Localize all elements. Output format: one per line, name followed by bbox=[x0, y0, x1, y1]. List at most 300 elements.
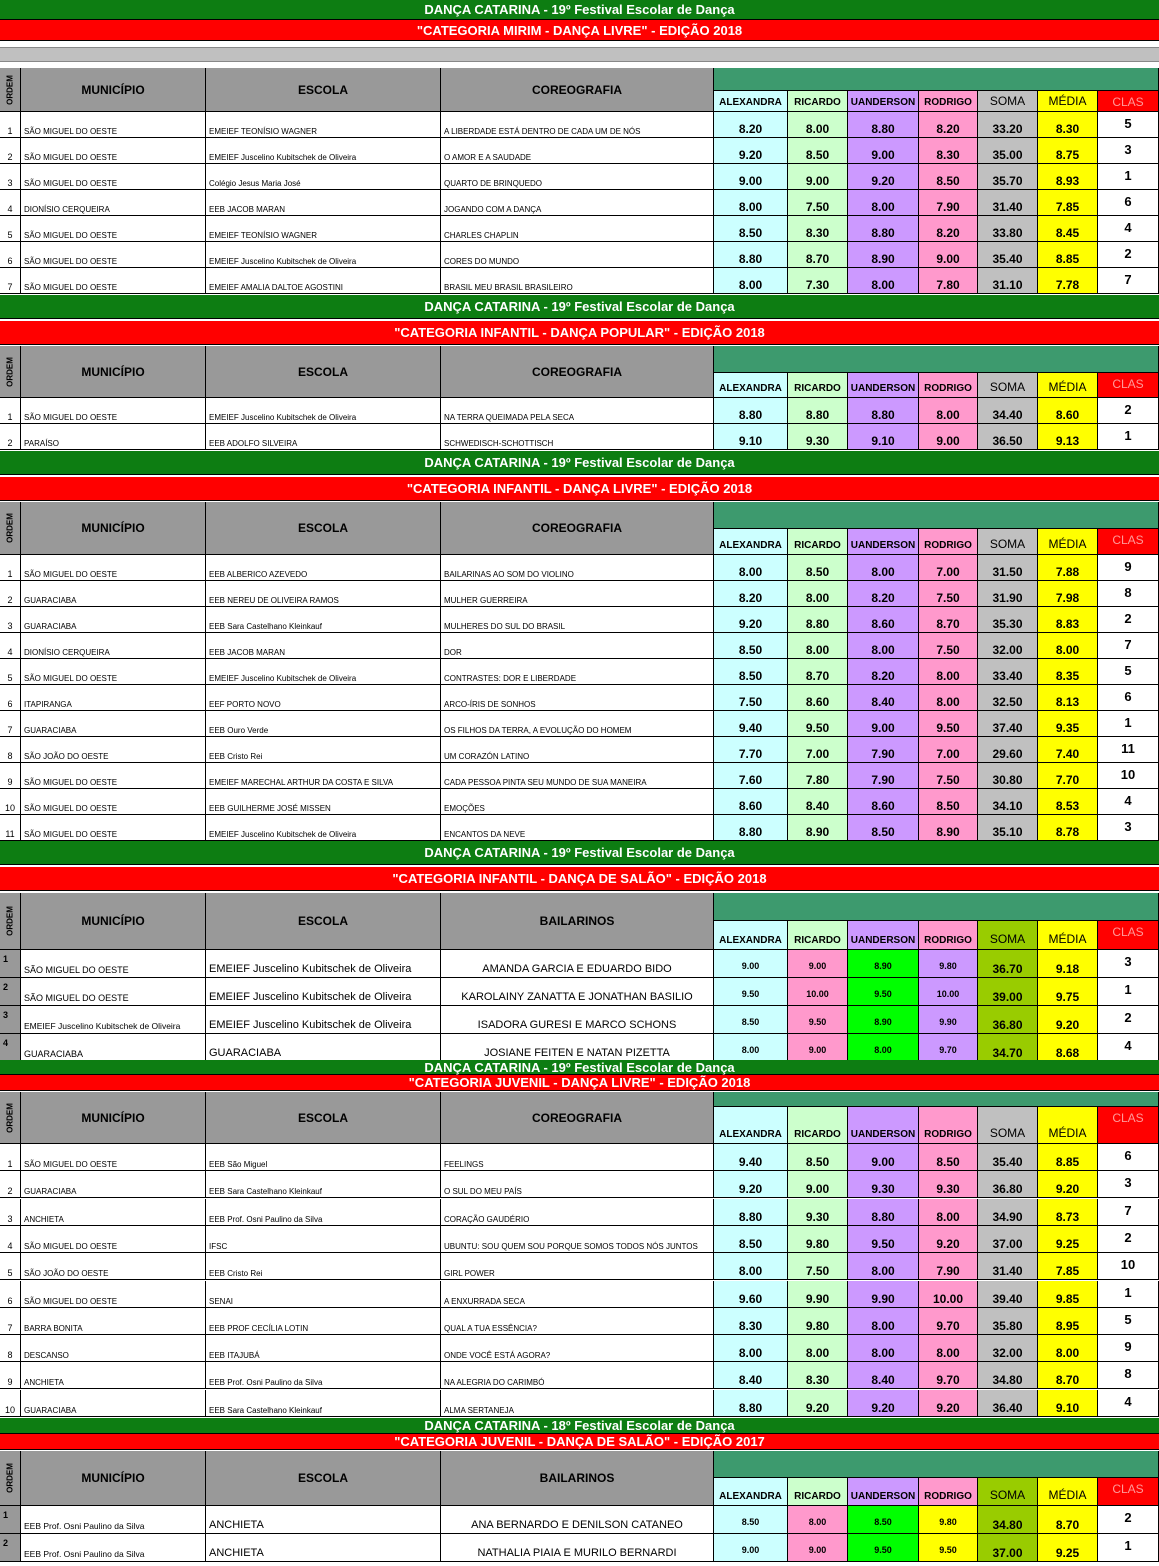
escola-cell: EMEIEF MARECHAL ARTHUR DA COSTA E SILVA bbox=[206, 763, 441, 789]
escola-cell: EMEIEF TEONÍSIO WAGNER bbox=[206, 216, 441, 242]
soma-value: 35.40 bbox=[978, 242, 1038, 268]
soma-value: 36.50 bbox=[978, 424, 1038, 450]
ricardo-header: RICARDO bbox=[788, 921, 848, 950]
escola-cell: ANCHIETA bbox=[206, 1534, 441, 1562]
rodrigo-score: 9.50 bbox=[919, 1534, 978, 1562]
ricardo-score: 7.50 bbox=[788, 190, 848, 216]
municipio-cell: SÃO MIGUEL DO OESTE bbox=[21, 398, 206, 424]
alexandra-score: 8.20 bbox=[714, 112, 788, 138]
alexandra-score: 9.10 bbox=[714, 424, 788, 450]
rodrigo-score: 9.80 bbox=[919, 950, 978, 978]
coreografia-cell: ONDE VOCÊ ESTÁ AGORA? bbox=[441, 1335, 714, 1362]
alexandra-score: 8.50 bbox=[714, 216, 788, 242]
uanderson-score: 8.50 bbox=[848, 1506, 919, 1534]
alexandra-score: 8.80 bbox=[714, 398, 788, 424]
coreografia-cell: GIRL POWER bbox=[441, 1253, 714, 1280]
media-value: 9.20 bbox=[1038, 1006, 1098, 1034]
coreografia-cell: ARCO-ÍRIS DE SONHOS bbox=[441, 685, 714, 711]
clas-value: 6 bbox=[1098, 685, 1159, 711]
uanderson-header: UANDERSON bbox=[848, 373, 919, 398]
rodrigo-header: RODRIGO bbox=[919, 529, 978, 555]
coreografia-cell: QUARTO DE BRINQUEDO bbox=[441, 164, 714, 190]
coreografia-cell: ALMA SERTANEJA bbox=[441, 1390, 714, 1417]
rodrigo-score: 8.00 bbox=[919, 659, 978, 685]
coreografia-cell: CADA PESSOA PINTA SEU MUNDO DE SUA MANEIRA bbox=[441, 763, 714, 789]
rodrigo-score: 8.20 bbox=[919, 112, 978, 138]
alexandra-score: 9.50 bbox=[714, 978, 788, 1006]
alexandra-score: 7.50 bbox=[714, 685, 788, 711]
clas-value: 2 bbox=[1098, 1006, 1159, 1034]
row-number: 5 bbox=[0, 659, 21, 685]
soma-header: SOMA bbox=[978, 921, 1038, 950]
uanderson-score: 9.00 bbox=[848, 138, 919, 164]
media-value: 8.75 bbox=[1038, 138, 1098, 164]
clas-value: 1 bbox=[1098, 978, 1159, 1006]
clas-value: 2 bbox=[1098, 1226, 1159, 1253]
ricardo-score: 8.80 bbox=[788, 607, 848, 633]
municipio-cell: EEB Prof. Osni Paulino da Silva bbox=[21, 1534, 206, 1562]
soma-value: 33.80 bbox=[978, 216, 1038, 242]
escola-cell: EEB Cristo Rei bbox=[206, 1253, 441, 1280]
soma-value: 34.80 bbox=[978, 1506, 1038, 1534]
clas-value: 6 bbox=[1098, 1144, 1159, 1171]
clas-value: 4 bbox=[1098, 1390, 1159, 1417]
soma-value: 34.40 bbox=[978, 398, 1038, 424]
uanderson-score: 8.90 bbox=[848, 1006, 919, 1034]
municipio-cell: SÃO MIGUEL DO OESTE bbox=[21, 763, 206, 789]
ricardo-score: 8.70 bbox=[788, 659, 848, 685]
uanderson-score: 9.10 bbox=[848, 424, 919, 450]
row-number: 2 bbox=[0, 1534, 21, 1562]
clas-value: 5 bbox=[1098, 1308, 1159, 1335]
ricardo-header: RICARDO bbox=[788, 1107, 848, 1144]
media-value: 9.10 bbox=[1038, 1390, 1098, 1417]
media-header: MÉDIA bbox=[1038, 529, 1098, 555]
alexandra-score: 8.00 bbox=[714, 268, 788, 294]
municipio-cell: SÃO JOÃO DO OESTE bbox=[21, 737, 206, 763]
row-number: 8 bbox=[0, 737, 21, 763]
alexandra-header: ALEXANDRA bbox=[714, 529, 788, 555]
row-number: 6 bbox=[0, 242, 21, 268]
media-header: MÉDIA bbox=[1038, 1107, 1098, 1144]
municipio-header: MUNICÍPIO bbox=[21, 1451, 206, 1506]
ordem-label: ORDEM bbox=[5, 513, 15, 543]
municipio-cell: SÃO MIGUEL DO OESTE bbox=[21, 978, 206, 1006]
rodrigo-score: 8.50 bbox=[919, 789, 978, 815]
uanderson-score: 7.90 bbox=[848, 737, 919, 763]
escola-cell: EEB ADOLFO SILVEIRA bbox=[206, 424, 441, 450]
coreografia-cell: MULHER GUERREIRA bbox=[441, 581, 714, 607]
row-number: 5 bbox=[0, 1253, 21, 1280]
ricardo-score: 9.20 bbox=[788, 1390, 848, 1417]
clas-value: 4 bbox=[1098, 1034, 1159, 1062]
soma-header: SOMA bbox=[978, 1107, 1038, 1144]
escola-cell: EEB Cristo Rei bbox=[206, 737, 441, 763]
rodrigo-score: 8.20 bbox=[919, 216, 978, 242]
municipio-cell: SÃO MIGUEL DO OESTE bbox=[21, 1144, 206, 1171]
coreografia-cell: CONTRASTES: DOR E LIBERDADE bbox=[441, 659, 714, 685]
clas-value: 2 bbox=[1098, 242, 1159, 268]
escola-cell: EMEIEF Juscelino Kubitschek de Oliveira bbox=[206, 815, 441, 841]
category-banner: "CATEGORIA INFANTIL - DANÇA DE SALÃO" - EDIÇÃO 2018 bbox=[0, 867, 1159, 891]
municipio-cell: GUARACIABA bbox=[21, 1390, 206, 1417]
uanderson-score: 8.60 bbox=[848, 607, 919, 633]
row-number: 1 bbox=[0, 555, 21, 581]
media-value: 8.00 bbox=[1038, 633, 1098, 659]
uanderson-score: 9.00 bbox=[848, 711, 919, 737]
municipio-cell: GUARACIABA bbox=[21, 581, 206, 607]
coreografia-cell: A ENXURRADA SECA bbox=[441, 1281, 714, 1308]
festival-banner: DANÇA CATARINA - 19º Festival Escolar de Dança bbox=[0, 1060, 1159, 1075]
clas-header: CLAS bbox=[1098, 91, 1159, 112]
row-number: 3 bbox=[0, 164, 21, 190]
escola-cell: EMEIEF Juscelino Kubitschek de Oliveira bbox=[206, 1006, 441, 1034]
alexandra-score: 9.40 bbox=[714, 711, 788, 737]
media-value: 8.73 bbox=[1038, 1199, 1098, 1226]
rodrigo-header: RODRIGO bbox=[919, 921, 978, 950]
ricardo-header: RICARDO bbox=[788, 91, 848, 112]
escola-cell: EEB Sara Castelhano Kleinkauf bbox=[206, 1390, 441, 1417]
row-number: 1 bbox=[0, 1144, 21, 1171]
escola-cell: EMEIEF AMALIA DALTOE AGOSTINI bbox=[206, 268, 441, 294]
clas-value: 1 bbox=[1098, 711, 1159, 737]
escola-cell: EMEIEF TEONÍSIO WAGNER bbox=[206, 112, 441, 138]
escola-cell: EEB ITAJUBÁ bbox=[206, 1335, 441, 1362]
ricardo-score: 8.50 bbox=[788, 1144, 848, 1171]
rodrigo-score: 8.00 bbox=[919, 1335, 978, 1362]
soma-value: 31.90 bbox=[978, 581, 1038, 607]
rodrigo-score: 8.70 bbox=[919, 607, 978, 633]
judges-header-band bbox=[714, 893, 1159, 921]
uanderson-score: 8.20 bbox=[848, 581, 919, 607]
ricardo-score: 9.00 bbox=[788, 1034, 848, 1062]
media-value: 8.53 bbox=[1038, 789, 1098, 815]
media-header: MÉDIA bbox=[1038, 921, 1098, 950]
media-value: 7.85 bbox=[1038, 1253, 1098, 1280]
escola-cell: EEF PORTO NOVO bbox=[206, 685, 441, 711]
coreografia-cell: CORES DO MUNDO bbox=[441, 242, 714, 268]
escola-cell: IFSC bbox=[206, 1226, 441, 1253]
soma-value: 34.80 bbox=[978, 1362, 1038, 1389]
ricardo-score: 8.60 bbox=[788, 685, 848, 711]
escola-cell: SENAI bbox=[206, 1281, 441, 1308]
media-value: 9.85 bbox=[1038, 1281, 1098, 1308]
category-banner: "CATEGORIA JUVENIL - DANÇA DE SALÃO" - EDIÇÃO 2017 bbox=[0, 1434, 1159, 1450]
escola-cell: GUARACIABA bbox=[206, 1034, 441, 1062]
clas-header: CLAS bbox=[1098, 529, 1159, 555]
uanderson-header: UANDERSON bbox=[848, 529, 919, 555]
col3-header: COREOGRAFIA bbox=[441, 502, 714, 555]
alexandra-header: ALEXANDRA bbox=[714, 921, 788, 950]
municipio-header: MUNICÍPIO bbox=[21, 893, 206, 950]
ricardo-header: RICARDO bbox=[788, 373, 848, 398]
media-header: MÉDIA bbox=[1038, 91, 1098, 112]
escola-header: ESCOLA bbox=[206, 502, 441, 555]
clas-value: 7 bbox=[1098, 268, 1159, 294]
row-number: 10 bbox=[0, 789, 21, 815]
escola-cell: EEB JACOB MARAN bbox=[206, 190, 441, 216]
ordem-label: ORDEM bbox=[5, 906, 15, 936]
alexandra-score: 8.80 bbox=[714, 1199, 788, 1226]
escola-header: ESCOLA bbox=[206, 893, 441, 950]
soma-value: 35.80 bbox=[978, 1308, 1038, 1335]
rodrigo-score: 9.70 bbox=[919, 1034, 978, 1062]
ricardo-score: 8.00 bbox=[788, 1506, 848, 1534]
row-number: 2 bbox=[0, 1171, 21, 1198]
row-number: 4 bbox=[0, 1226, 21, 1253]
ordem-header bbox=[0, 68, 21, 112]
clas-value: 2 bbox=[1098, 1506, 1159, 1534]
uanderson-score: 8.90 bbox=[848, 950, 919, 978]
alexandra-score: 8.50 bbox=[714, 633, 788, 659]
municipio-cell: SÃO MIGUEL DO OESTE bbox=[21, 268, 206, 294]
escola-header: ESCOLA bbox=[206, 346, 441, 398]
coreografia-cell: NA ALEGRIA DO CARIMBÓ bbox=[441, 1362, 714, 1389]
soma-value: 37.00 bbox=[978, 1534, 1038, 1562]
ricardo-score: 8.50 bbox=[788, 555, 848, 581]
media-header: MÉDIA bbox=[1038, 1478, 1098, 1506]
municipio-cell: SÃO MIGUEL DO OESTE bbox=[21, 555, 206, 581]
clas-value: 2 bbox=[1098, 607, 1159, 633]
alexandra-score: 8.50 bbox=[714, 659, 788, 685]
soma-header: SOMA bbox=[978, 529, 1038, 555]
clas-value: 1 bbox=[1098, 424, 1159, 450]
rodrigo-score: 9.20 bbox=[919, 1390, 978, 1417]
festival-banner: DANÇA CATARINA - 18º Festival Escolar de Dança bbox=[0, 1418, 1159, 1434]
alexandra-score: 8.00 bbox=[714, 1253, 788, 1280]
soma-value: 39.40 bbox=[978, 1281, 1038, 1308]
ordem-header bbox=[0, 502, 21, 555]
soma-value: 36.70 bbox=[978, 950, 1038, 978]
bailarinos-cell: NATHALIA PIAIA E MURILO BERNARDI bbox=[441, 1534, 714, 1562]
soma-value: 31.50 bbox=[978, 555, 1038, 581]
coreografia-cell: OS FILHOS DA TERRA, A EVOLUÇÃO DO HOMEM bbox=[441, 711, 714, 737]
media-value: 8.85 bbox=[1038, 242, 1098, 268]
escola-cell: EEB Prof. Osni Paulino da Silva bbox=[206, 1199, 441, 1226]
municipio-cell: DIONÍSIO CERQUEIRA bbox=[21, 190, 206, 216]
soma-value: 35.00 bbox=[978, 138, 1038, 164]
rodrigo-score: 7.00 bbox=[919, 737, 978, 763]
rodrigo-score: 9.90 bbox=[919, 1006, 978, 1034]
coreografia-cell: MULHERES DO SUL DO BRASIL bbox=[441, 607, 714, 633]
ricardo-score: 9.30 bbox=[788, 424, 848, 450]
row-number: 2 bbox=[0, 138, 21, 164]
clas-value: 1 bbox=[1098, 1534, 1159, 1562]
ricardo-score: 9.50 bbox=[788, 1006, 848, 1034]
municipio-cell: SÃO MIGUEL DO OESTE bbox=[21, 1281, 206, 1308]
row-number: 6 bbox=[0, 685, 21, 711]
ricardo-score: 7.50 bbox=[788, 1253, 848, 1280]
municipio-header: MUNICÍPIO bbox=[21, 502, 206, 555]
row-number: 9 bbox=[0, 763, 21, 789]
coreografia-cell: UM CORAZÓN LATINO bbox=[441, 737, 714, 763]
coreografia-cell: CHARLES CHAPLIN bbox=[441, 216, 714, 242]
coreografia-cell: O SUL DO MEU PAÍS bbox=[441, 1171, 714, 1198]
rodrigo-score: 8.00 bbox=[919, 398, 978, 424]
uanderson-score: 8.00 bbox=[848, 1034, 919, 1062]
row-number: 2 bbox=[0, 424, 21, 450]
row-number: 2 bbox=[0, 978, 21, 1006]
ricardo-score: 9.00 bbox=[788, 950, 848, 978]
alexandra-score: 9.20 bbox=[714, 1171, 788, 1198]
media-value: 8.00 bbox=[1038, 1335, 1098, 1362]
media-value: 9.13 bbox=[1038, 424, 1098, 450]
municipio-header: MUNICÍPIO bbox=[21, 1092, 206, 1144]
municipio-cell: EMEIEF Juscelino Kubitschek de Oliveira bbox=[21, 1006, 206, 1034]
coreografia-cell: O AMOR E A SAUDADE bbox=[441, 138, 714, 164]
rodrigo-score: 7.50 bbox=[919, 581, 978, 607]
soma-value: 35.40 bbox=[978, 1144, 1038, 1171]
soma-value: 31.40 bbox=[978, 1253, 1038, 1280]
uanderson-score: 8.90 bbox=[848, 242, 919, 268]
uanderson-score: 8.00 bbox=[848, 190, 919, 216]
judges-header-band bbox=[714, 1092, 1159, 1107]
soma-value: 30.80 bbox=[978, 763, 1038, 789]
clas-value: 2 bbox=[1098, 398, 1159, 424]
clas-value: 10 bbox=[1098, 1253, 1159, 1280]
soma-value: 36.40 bbox=[978, 1390, 1038, 1417]
ricardo-score: 9.80 bbox=[788, 1308, 848, 1335]
municipio-cell: SÃO MIGUEL DO OESTE bbox=[21, 138, 206, 164]
judges-header-band bbox=[714, 502, 1159, 529]
soma-value: 32.50 bbox=[978, 685, 1038, 711]
col3-header: BAILARINOS bbox=[441, 893, 714, 950]
media-value: 8.30 bbox=[1038, 112, 1098, 138]
rodrigo-score: 9.70 bbox=[919, 1308, 978, 1335]
ordem-header bbox=[0, 346, 21, 398]
ricardo-score: 8.30 bbox=[788, 216, 848, 242]
uanderson-score: 8.40 bbox=[848, 685, 919, 711]
media-value: 9.75 bbox=[1038, 978, 1098, 1006]
uanderson-score: 8.60 bbox=[848, 789, 919, 815]
coreografia-cell: FEELINGS bbox=[441, 1144, 714, 1171]
clas-value: 9 bbox=[1098, 1335, 1159, 1362]
bailarinos-cell: KAROLAINY ZANATTA E JONATHAN BASILIO bbox=[441, 978, 714, 1006]
festival-banner: DANÇA CATARINA - 19º Festival Escolar de Dança bbox=[0, 841, 1159, 865]
media-value: 7.70 bbox=[1038, 763, 1098, 789]
alexandra-score: 9.40 bbox=[714, 1144, 788, 1171]
rodrigo-score: 10.00 bbox=[919, 1281, 978, 1308]
coreografia-cell: A LIBERDADE ESTÁ DENTRO DE CADA UM DE NÓS bbox=[441, 112, 714, 138]
media-value: 9.35 bbox=[1038, 711, 1098, 737]
rodrigo-score: 8.00 bbox=[919, 1199, 978, 1226]
municipio-cell: GUARACIABA bbox=[21, 1171, 206, 1198]
soma-value: 34.70 bbox=[978, 1034, 1038, 1062]
col3-header: COREOGRAFIA bbox=[441, 346, 714, 398]
municipio-cell: SÃO MIGUEL DO OESTE bbox=[21, 789, 206, 815]
rodrigo-score: 7.90 bbox=[919, 190, 978, 216]
media-value: 9.25 bbox=[1038, 1226, 1098, 1253]
rodrigo-score: 8.90 bbox=[919, 815, 978, 841]
municipio-cell: GUARACIABA bbox=[21, 711, 206, 737]
soma-header: SOMA bbox=[978, 1478, 1038, 1506]
rodrigo-score: 8.00 bbox=[919, 685, 978, 711]
municipio-cell: SÃO MIGUEL DO OESTE bbox=[21, 950, 206, 978]
rodrigo-score: 10.00 bbox=[919, 978, 978, 1006]
clas-value: 3 bbox=[1098, 1171, 1159, 1198]
alexandra-score: 7.60 bbox=[714, 763, 788, 789]
media-value: 8.13 bbox=[1038, 685, 1098, 711]
category-banner: "CATEGORIA INFANTIL - DANÇA POPULAR" - EDIÇÃO 2018 bbox=[0, 321, 1159, 345]
ricardo-score: 8.30 bbox=[788, 1362, 848, 1389]
media-value: 7.85 bbox=[1038, 190, 1098, 216]
escola-cell: EEB NEREU DE OLIVEIRA RAMOS bbox=[206, 581, 441, 607]
alexandra-score: 9.00 bbox=[714, 1534, 788, 1562]
media-value: 8.83 bbox=[1038, 607, 1098, 633]
row-number: 8 bbox=[0, 1335, 21, 1362]
municipio-cell: SÃO MIGUEL DO OESTE bbox=[21, 242, 206, 268]
ricardo-score: 9.50 bbox=[788, 711, 848, 737]
soma-value: 33.40 bbox=[978, 659, 1038, 685]
rodrigo-score: 9.80 bbox=[919, 1506, 978, 1534]
judges-header-band bbox=[714, 1451, 1159, 1478]
coreografia-cell: QUAL A TUA ESSÊNCIA? bbox=[441, 1308, 714, 1335]
soma-value: 32.00 bbox=[978, 1335, 1038, 1362]
escola-cell: EMEIEF Juscelino Kubitschek de Oliveira bbox=[206, 138, 441, 164]
bailarinos-cell: AMANDA GARCIA E EDUARDO BIDO bbox=[441, 950, 714, 978]
soma-value: 36.80 bbox=[978, 1006, 1038, 1034]
category-banner: "CATEGORIA JUVENIL - DANÇA LIVRE" - EDIÇÃO 2018 bbox=[0, 1075, 1159, 1091]
col3-header: BAILARINOS bbox=[441, 1451, 714, 1506]
ordem-header bbox=[0, 1092, 21, 1144]
clas-value: 11 bbox=[1098, 737, 1159, 763]
media-value: 9.18 bbox=[1038, 950, 1098, 978]
uanderson-score: 8.00 bbox=[848, 268, 919, 294]
rodrigo-score: 7.50 bbox=[919, 633, 978, 659]
row-number: 3 bbox=[0, 1199, 21, 1226]
municipio-cell: SÃO MIGUEL DO OESTE bbox=[21, 1226, 206, 1253]
uanderson-score: 9.50 bbox=[848, 1534, 919, 1562]
clas-header: CLAS bbox=[1098, 1107, 1159, 1144]
rodrigo-score: 9.00 bbox=[919, 242, 978, 268]
category-banner: "CATEGORIA MIRIM - DANÇA LIVRE" - EDIÇÃO 2018 bbox=[0, 20, 1159, 41]
escola-cell: EEB Sara Castelhano Kleinkauf bbox=[206, 1171, 441, 1198]
category-banner: "CATEGORIA INFANTIL - DANÇA LIVRE" - EDIÇÃO 2018 bbox=[0, 477, 1159, 501]
municipio-cell: DESCANSO bbox=[21, 1335, 206, 1362]
escola-cell: EEB Prof. Osni Paulino da Silva bbox=[206, 1362, 441, 1389]
rodrigo-header: RODRIGO bbox=[919, 1478, 978, 1506]
municipio-header: MUNICÍPIO bbox=[21, 68, 206, 112]
clas-value: 10 bbox=[1098, 763, 1159, 789]
uanderson-score: 8.00 bbox=[848, 555, 919, 581]
escola-cell: EEB PROF CECÍLIA LOTIN bbox=[206, 1308, 441, 1335]
rodrigo-score: 8.50 bbox=[919, 164, 978, 190]
ricardo-score: 9.00 bbox=[788, 164, 848, 190]
clas-value: 5 bbox=[1098, 659, 1159, 685]
ricardo-header: RICARDO bbox=[788, 1478, 848, 1506]
coreografia-cell: BRASIL MEU BRASIL BRASILEIRO bbox=[441, 268, 714, 294]
media-value: 8.68 bbox=[1038, 1034, 1098, 1062]
rodrigo-header: RODRIGO bbox=[919, 1107, 978, 1144]
municipio-header: MUNICÍPIO bbox=[21, 346, 206, 398]
uanderson-score: 9.00 bbox=[848, 1144, 919, 1171]
row-number: 6 bbox=[0, 1281, 21, 1308]
ricardo-score: 9.30 bbox=[788, 1199, 848, 1226]
row-number: 3 bbox=[0, 1006, 21, 1034]
rodrigo-header: RODRIGO bbox=[919, 373, 978, 398]
ricardo-header: RICARDO bbox=[788, 529, 848, 555]
municipio-cell: EEB Prof. Osni Paulino da Silva bbox=[21, 1506, 206, 1534]
media-value: 8.95 bbox=[1038, 1308, 1098, 1335]
alexandra-score: 8.20 bbox=[714, 581, 788, 607]
alexandra-score: 7.70 bbox=[714, 737, 788, 763]
alexandra-score: 8.00 bbox=[714, 555, 788, 581]
alexandra-score: 9.20 bbox=[714, 138, 788, 164]
soma-value: 39.00 bbox=[978, 978, 1038, 1006]
rodrigo-score: 8.50 bbox=[919, 1144, 978, 1171]
uanderson-score: 8.80 bbox=[848, 1199, 919, 1226]
rodrigo-score: 9.30 bbox=[919, 1171, 978, 1198]
